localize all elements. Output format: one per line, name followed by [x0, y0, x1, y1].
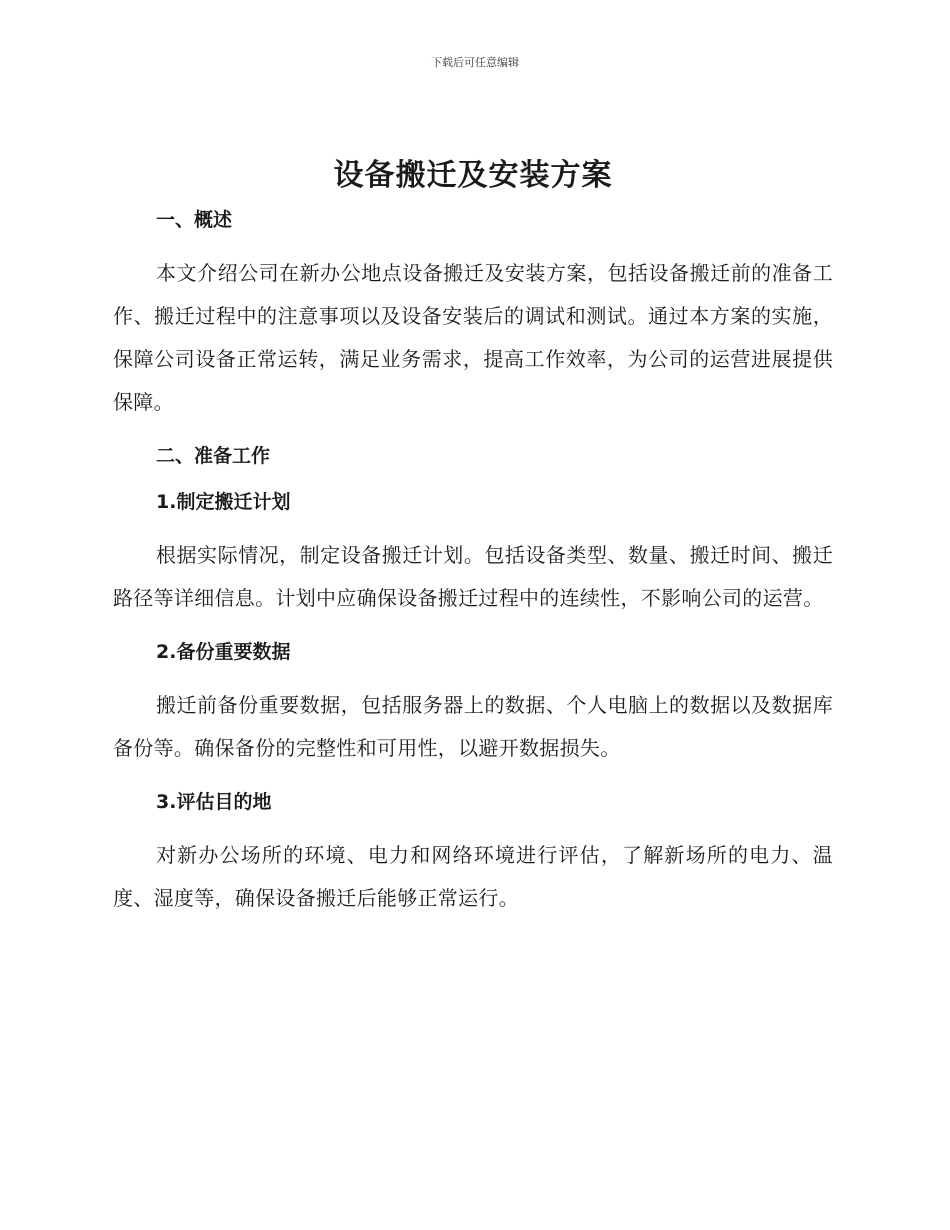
paragraph-evaluate: 对新办公场所的环境、电力和网络环境进行评估，了解新场所的电力、温度、湿度等，确保设备搬迁后能够正常运行。	[113, 843, 833, 910]
paragraph-overview: 本文介绍公司在新办公地点设备搬迁及安装方案，包括设备搬迁前的准备工作、搬迁过程中的注意事项以及设备安装后的调试和测试。通过本方案的实施，保障公司设备正常运转，满足业务需求，提高工作效率，为公司的运营进展提供保障。	[113, 261, 833, 414]
document-content	[113, 150, 833, 938]
header-note: 下载后可任意编辑	[431, 56, 519, 69]
subheading-evaluate: 3.评估目的地	[156, 791, 272, 813]
paragraph-plan: 根据实际情况，制定设备搬迁计划。包括设备类型、数量、搬迁时间、搬迁路径等详细信息。计划中应确保设备搬迁过程中的连续性，不影响公司的运营。	[113, 543, 833, 610]
subheading-plan: 1.制定搬迁计划	[156, 491, 291, 513]
document-title: 设备搬迁及安装方案	[333, 158, 613, 193]
section-heading-preparation: 二、准备工作	[156, 445, 271, 467]
section-heading-overview: 一、概述	[156, 209, 233, 231]
subheading-backup: 2.备份重要数据	[156, 641, 291, 663]
paragraph-backup: 搬迁前备份重要数据，包括服务器上的数据、个人电脑上的数据以及数据库备份等。确保备份的完整性和可用性，以避开数据损失。	[113, 693, 833, 760]
